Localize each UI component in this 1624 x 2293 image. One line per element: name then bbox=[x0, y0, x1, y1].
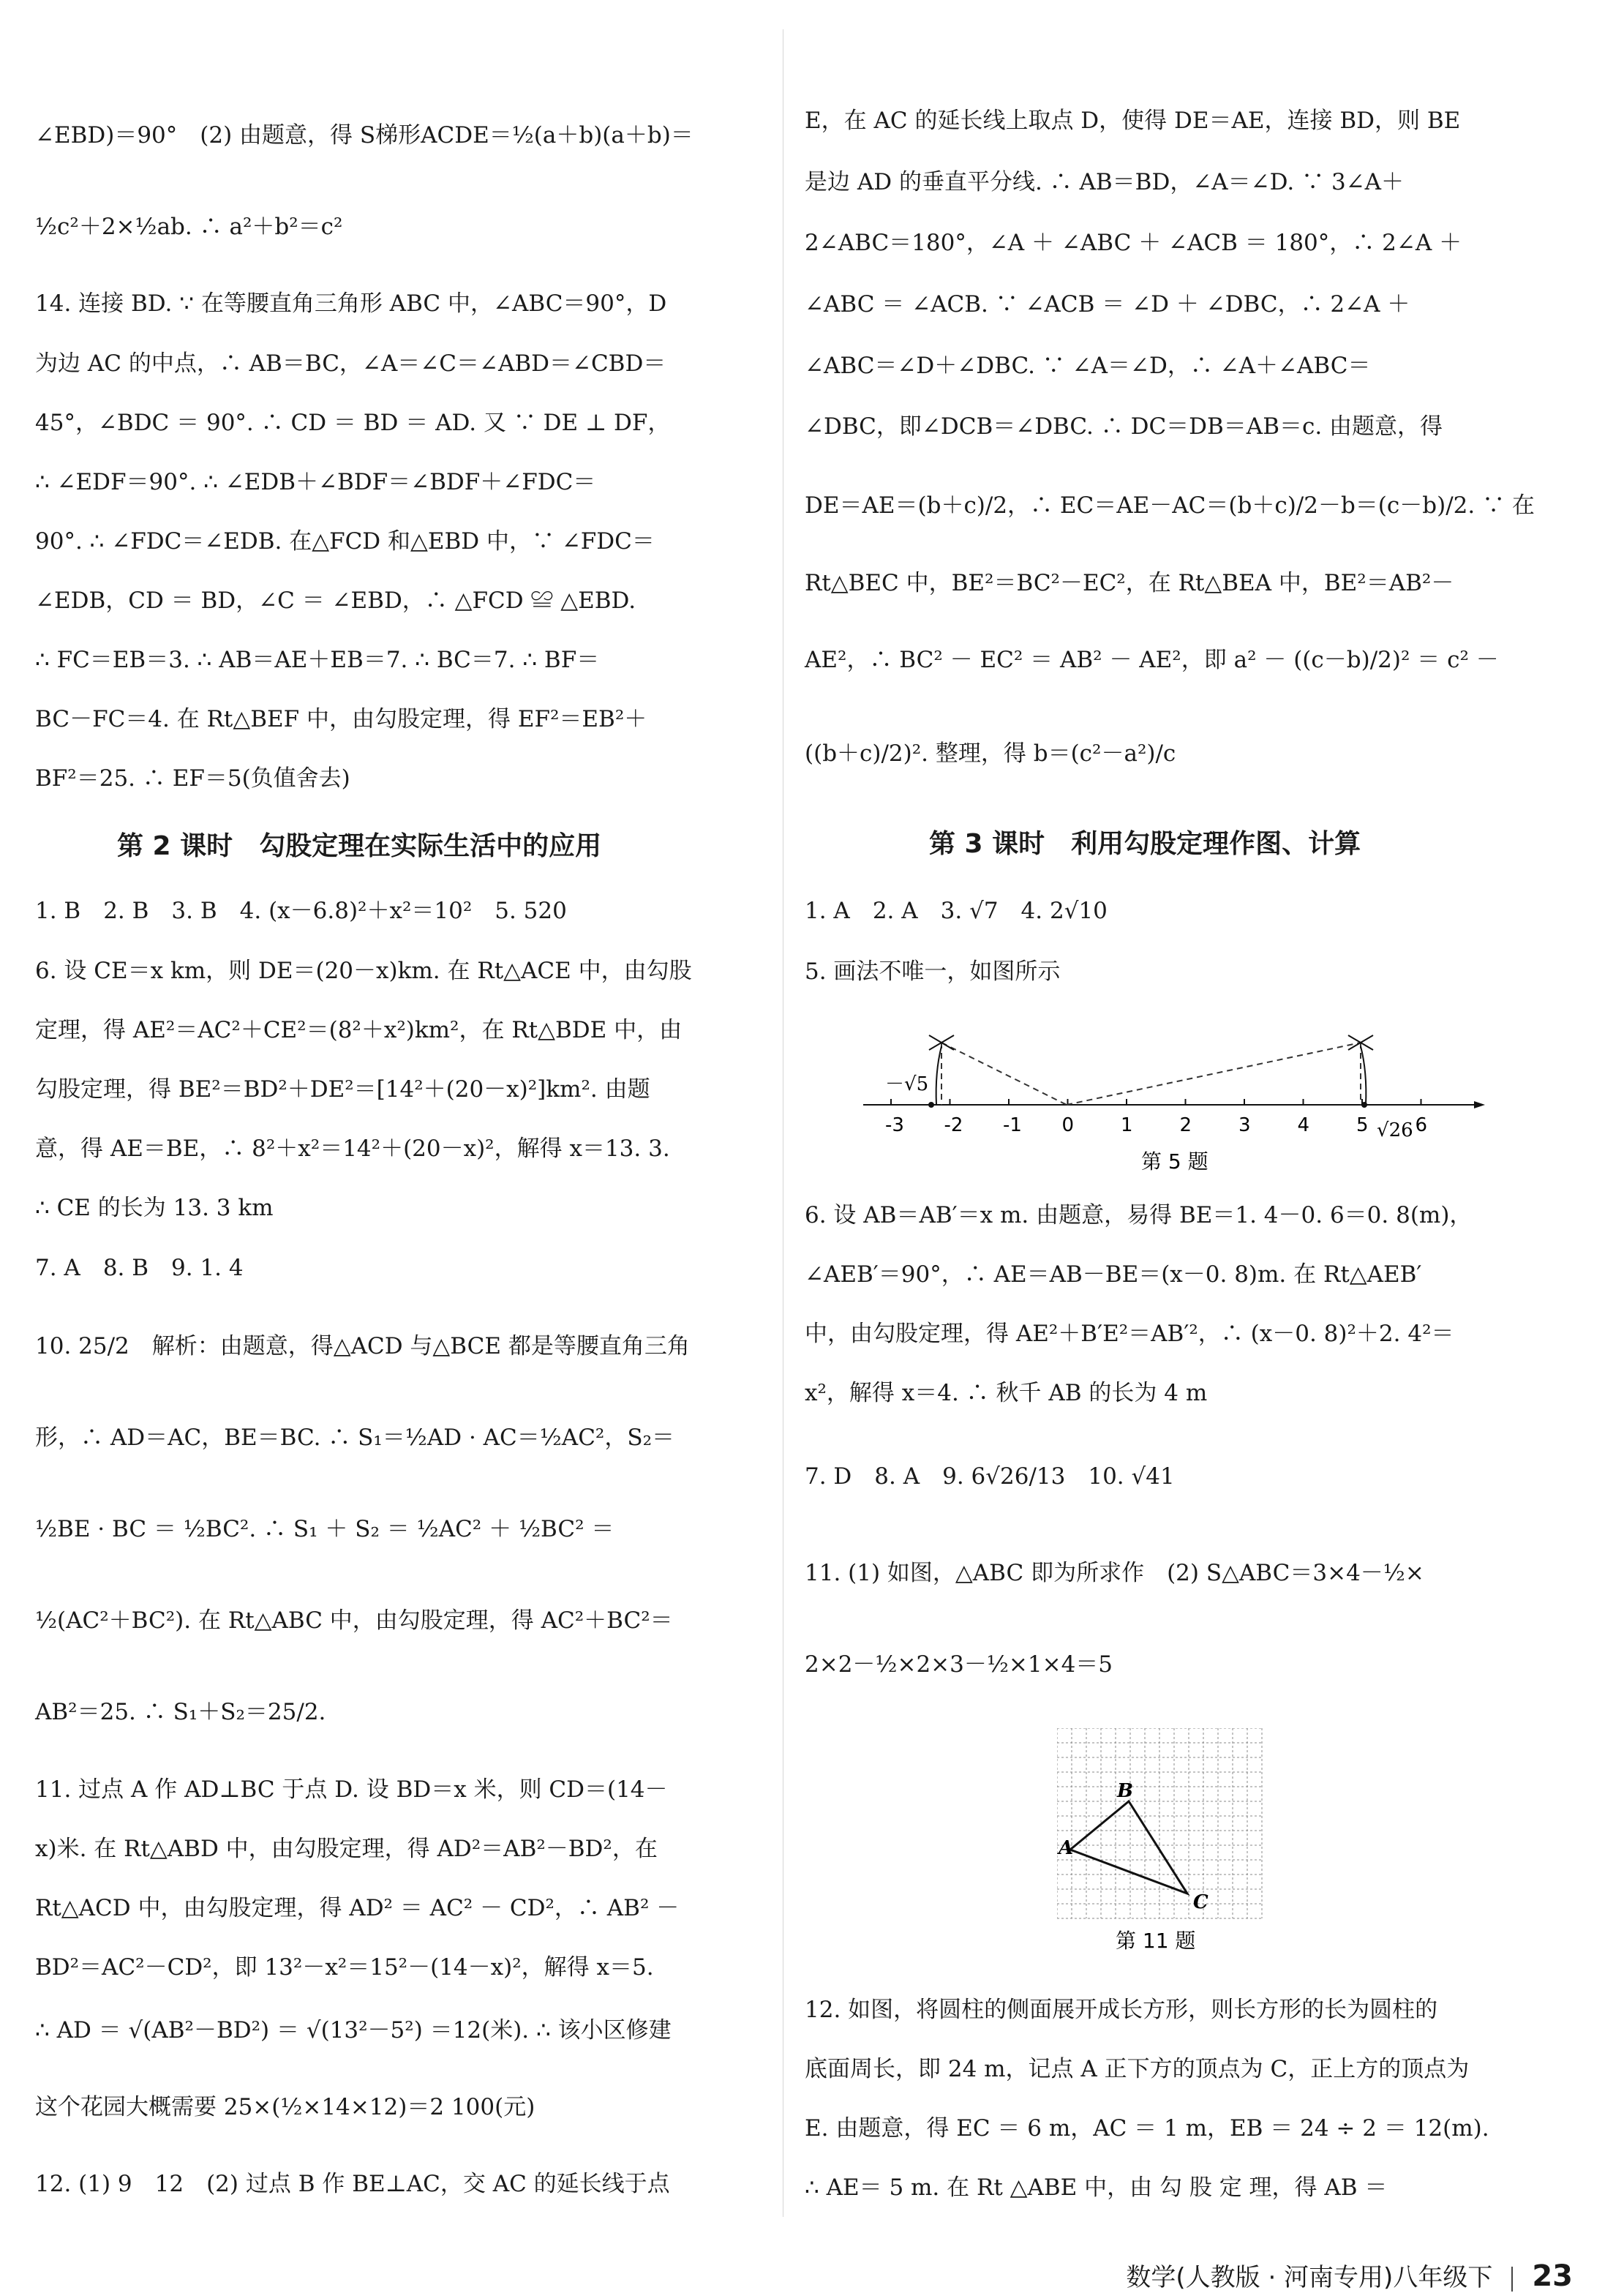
text-line: 勾股定理，得 BE²＝BD²＋DE²＝[14²＋(20－x)²]km². 由题 bbox=[35, 1076, 650, 1103]
triangle-abc bbox=[1070, 1801, 1187, 1894]
tick-label: 6 bbox=[1415, 1114, 1428, 1136]
text-line: ∴ ∠EDF＝90°. ∴ ∠EDB＋∠BDF＝∠BDF＋∠FDC＝ bbox=[35, 469, 596, 495]
tick-label: 3 bbox=[1238, 1114, 1251, 1136]
figure-caption: 第 11 题 bbox=[1116, 1929, 1196, 1953]
text-line: ½c²＋2×½ab. ∴ a²＋b²＝c² bbox=[35, 214, 343, 240]
page-number: 23 bbox=[1532, 2259, 1573, 2293]
footer-subject: 数学(人教版 · 河南专用)八年级下 bbox=[1126, 2263, 1493, 2292]
text-line: ∠ABC＝∠D＋∠DBC. ∵ ∠A＝∠D，∴ ∠A＋∠ABC＝ bbox=[805, 353, 1371, 379]
text-line: 意，得 AE＝BE，∴ 8²＋x²＝14²＋(20－x)²，解得 x＝13. 3. bbox=[35, 1136, 670, 1162]
text-line: 5. 画法不唯一，如图所示 bbox=[805, 958, 1061, 985]
tick-label: 0 bbox=[1061, 1114, 1075, 1136]
grid-lines bbox=[1057, 1728, 1262, 1918]
text-line: 12. (1) 9 12 (2) 过点 B 作 BE⊥AC，交 AC 的延长线于点 bbox=[35, 2171, 670, 2197]
text-line: ∴ FC＝EB＝3. ∴ AB＝AE＋EB＝7. ∴ BC＝7. ∴ BF＝ bbox=[35, 647, 600, 673]
text-line: 11. (1) 如图，△ABC 即为所求作 (2) S△ABC＝3×4－½× bbox=[805, 1560, 1424, 1586]
text-line: ∴ AD ＝ √(AB²－BD²) ＝ √(13²－5²) ＝12(米). ∴ 该小区修建 bbox=[35, 2017, 672, 2044]
text-line: ∠AEB′＝90°，∴ AE＝AB－BE＝(x－0. 8)m. 在 Rt△AEB′ bbox=[805, 1261, 1422, 1288]
text-line: BD²＝AC²－CD²，即 13²－x²＝15²－(14－x)²，解得 x＝5. bbox=[35, 1954, 654, 1981]
text-line: 1. A 2. A 3. √7 4. 2√10 bbox=[805, 898, 1108, 924]
page-footer bbox=[1126, 2257, 1573, 2293]
text-line: ∠EBD)＝90° (2) 由题意，得 S梯形ACDE＝½(a＋b)(a＋b)＝ bbox=[35, 122, 693, 149]
text-line: 2×2－½×2×3－½×1×4＝5 bbox=[805, 1651, 1113, 1678]
text-line: 45°，∠BDC ＝ 90°. ∴ CD ＝ BD ＝ AD. 又 ∵ DE ⊥ DF， bbox=[35, 410, 671, 436]
text-line: 10. 25/2 解析：由题意，得△ACD 与△BCE 都是等腰直角三角 bbox=[35, 1333, 690, 1359]
tick-label: 1 bbox=[1121, 1114, 1133, 1136]
text-line: ½(AC²＋BC²). 在 Rt△ABC 中，由勾股定理，得 AC²＋BC²＝ bbox=[35, 1607, 673, 1634]
number-line-figure bbox=[856, 1013, 1485, 1182]
text-line: BF²＝25. ∴ EF＝5(负值舍去) bbox=[35, 765, 350, 792]
text-line: 2∠ABC＝180°，∠A ＋ ∠ABC ＋ ∠ACB ＝ 180°，∴ 2∠A ＋ bbox=[805, 230, 1462, 256]
text-line: 形，∴ AD＝AC，BE＝BC. ∴ S₁＝½AD · AC＝½AC²，S₂＝ bbox=[35, 1425, 675, 1451]
text-line: 12. 如图，将圆柱的侧面展开成长方形，则长方形的长为圆柱的 bbox=[805, 1997, 1438, 2023]
text-line: ½BE · BC ＝ ½BC². ∴ S₁ ＋ S₂ ＝ ½AC² ＋ ½BC² ＝ bbox=[35, 1516, 614, 1542]
label-c: C bbox=[1193, 1891, 1208, 1913]
text-line: ∠EDB，CD ＝ BD，∠C ＝ ∠EBD，∴ △FCD ≌ △EBD. bbox=[35, 588, 636, 614]
text-line: 7. D 8. A 9. 6√26/13 10. √41 bbox=[805, 1463, 1175, 1490]
text-line: x)米. 在 Rt△ABD 中，由勾股定理，得 AD²＝AB²－BD²，在 bbox=[35, 1836, 658, 1862]
arc-curve bbox=[936, 1046, 941, 1105]
text-line: 底面周长，即 24 m，记点 A 正下方的顶点为 C，正上方的顶点为 bbox=[805, 2056, 1470, 2082]
grid-figure bbox=[1057, 1728, 1277, 1955]
text-line: DE＝AE＝(b＋c)/2，∴ EC＝AE－AC＝(b＋c)/2－b＝(c－b)/2. ∵ 在 bbox=[805, 492, 1535, 519]
label-a: A bbox=[1059, 1837, 1074, 1859]
tick-label: -1 bbox=[1003, 1114, 1022, 1136]
text-line: ∴ CE 的长为 13. 3 km bbox=[35, 1195, 274, 1221]
text-line: 定理，得 AE²＝AC²＋CE²＝(8²＋x²)km²，在 Rt△BDE 中，由 bbox=[35, 1017, 683, 1043]
figure-caption: 第 5 题 bbox=[1141, 1149, 1208, 1174]
section-title-3: 第 3 课时 利用勾股定理作图、计算 bbox=[929, 829, 1361, 859]
text-line: AE²，∴ BC² － EC² ＝ AB² － AE²，即 a² － ((c－b)/2)² ＝ c² － bbox=[805, 647, 1499, 673]
text-line: ∠DBC，即∠DCB＝∠DBC. ∴ DC＝DB＝AB＝c. 由题意，得 bbox=[805, 413, 1443, 440]
text-line: 11. 过点 A 作 AD⊥BC 于点 D. 设 BD＝x 米，则 CD＝(14－ bbox=[35, 1776, 668, 1803]
text-line: x²，解得 x＝4. ∴ 秋千 AB 的长为 4 m bbox=[805, 1380, 1208, 1406]
tick-label: 5 bbox=[1356, 1114, 1369, 1136]
label-b: B bbox=[1117, 1780, 1133, 1802]
text-line: 90°. ∴ ∠FDC＝∠EDB. 在△FCD 和△EBD 中，∵ ∠FDC＝ bbox=[35, 528, 655, 555]
arrow-icon bbox=[1474, 1101, 1485, 1108]
text-line: Rt△BEC 中，BE²＝BC²－EC²，在 Rt△BEA 中，BE²＝AB²－ bbox=[805, 570, 1454, 596]
tick-label: 2 bbox=[1179, 1114, 1192, 1136]
text-line: 这个花园大概需要 25×(½×14×12)＝2 100(元) bbox=[35, 2094, 535, 2120]
tick-label: 4 bbox=[1297, 1114, 1310, 1136]
text-line: 是边 AD 的垂直平分线. ∴ AB＝BD，∠A＝∠D. ∵ 3∠A＋ bbox=[805, 169, 1405, 195]
tick-label: -3 bbox=[885, 1114, 904, 1136]
point-sqrt26 bbox=[1361, 1102, 1367, 1108]
text-line: ((b＋c)/2)². 整理，得 b＝(c²－a²)/c bbox=[805, 740, 1176, 767]
text-line: 1. B 2. B 3. B 4. (x－6.8)²＋x²＝10² 5. 520 bbox=[35, 898, 567, 924]
arc-curve bbox=[1361, 1046, 1366, 1105]
construction-line bbox=[1067, 1043, 1361, 1105]
text-line: 14. 连接 BD. ∵ 在等腰直角三角形 ABC 中，∠ABC＝90°，D bbox=[35, 290, 667, 317]
point-minus-sqrt5 bbox=[928, 1102, 934, 1108]
text-line: 为边 AC 的中点，∴ AB＝BC，∠A＝∠C＝∠ABD＝∠CBD＝ bbox=[35, 350, 666, 377]
text-line: E，在 AC 的延长线上取点 D，使得 DE＝AE，连接 BD，则 BE bbox=[805, 108, 1461, 134]
text-line: AB²＝25. ∴ S₁＋S₂＝25/2. bbox=[35, 1699, 326, 1725]
text-line: E. 由题意，得 EC ＝ 6 m，AC ＝ 1 m，EB ＝ 24 ÷ 2 ＝ 12(m). bbox=[805, 2115, 1489, 2142]
text-line: BC－FC＝4. 在 Rt△BEF 中，由勾股定理，得 EF²＝EB²＋ bbox=[35, 706, 647, 732]
label-sqrt26: √26 bbox=[1377, 1119, 1413, 1141]
tick-label: -2 bbox=[944, 1114, 963, 1136]
text-line: 6. 设 CE＝x km，则 DE＝(20－x)km. 在 Rt△ACE 中，由勾股 bbox=[35, 958, 692, 984]
text-line: 中，由勾股定理，得 AE²＋B′E²＝AB′²，∴ (x－0. 8)²＋2. 4²＝ bbox=[805, 1321, 1454, 1347]
text-line: ∠ABC ＝ ∠ACB. ∵ ∠ACB ＝ ∠D ＋ ∠DBC，∴ 2∠A ＋ bbox=[805, 291, 1410, 318]
text-line: ∴ AE＝ 5 m. 在 Rt △ABE 中，由 勾 股 定 理，得 AB ＝ bbox=[805, 2174, 1388, 2201]
footer-separator bbox=[1511, 2267, 1513, 2292]
section-title-2: 第 2 课时 勾股定理在实际生活中的应用 bbox=[117, 831, 602, 861]
text-line: 6. 设 AB＝AB′＝x m. 由题意，易得 BE＝1. 4－0. 6＝0. 8(m)， bbox=[805, 1202, 1473, 1228]
text-line: Rt△ACD 中，由勾股定理，得 AD² ＝ AC² － CD²，∴ AB² － bbox=[35, 1895, 680, 1921]
label-minus-sqrt5: －√5 bbox=[885, 1073, 929, 1095]
text-line: 7. A 8. B 9. 1. 4 bbox=[35, 1255, 244, 1281]
construction-line bbox=[941, 1043, 1067, 1105]
